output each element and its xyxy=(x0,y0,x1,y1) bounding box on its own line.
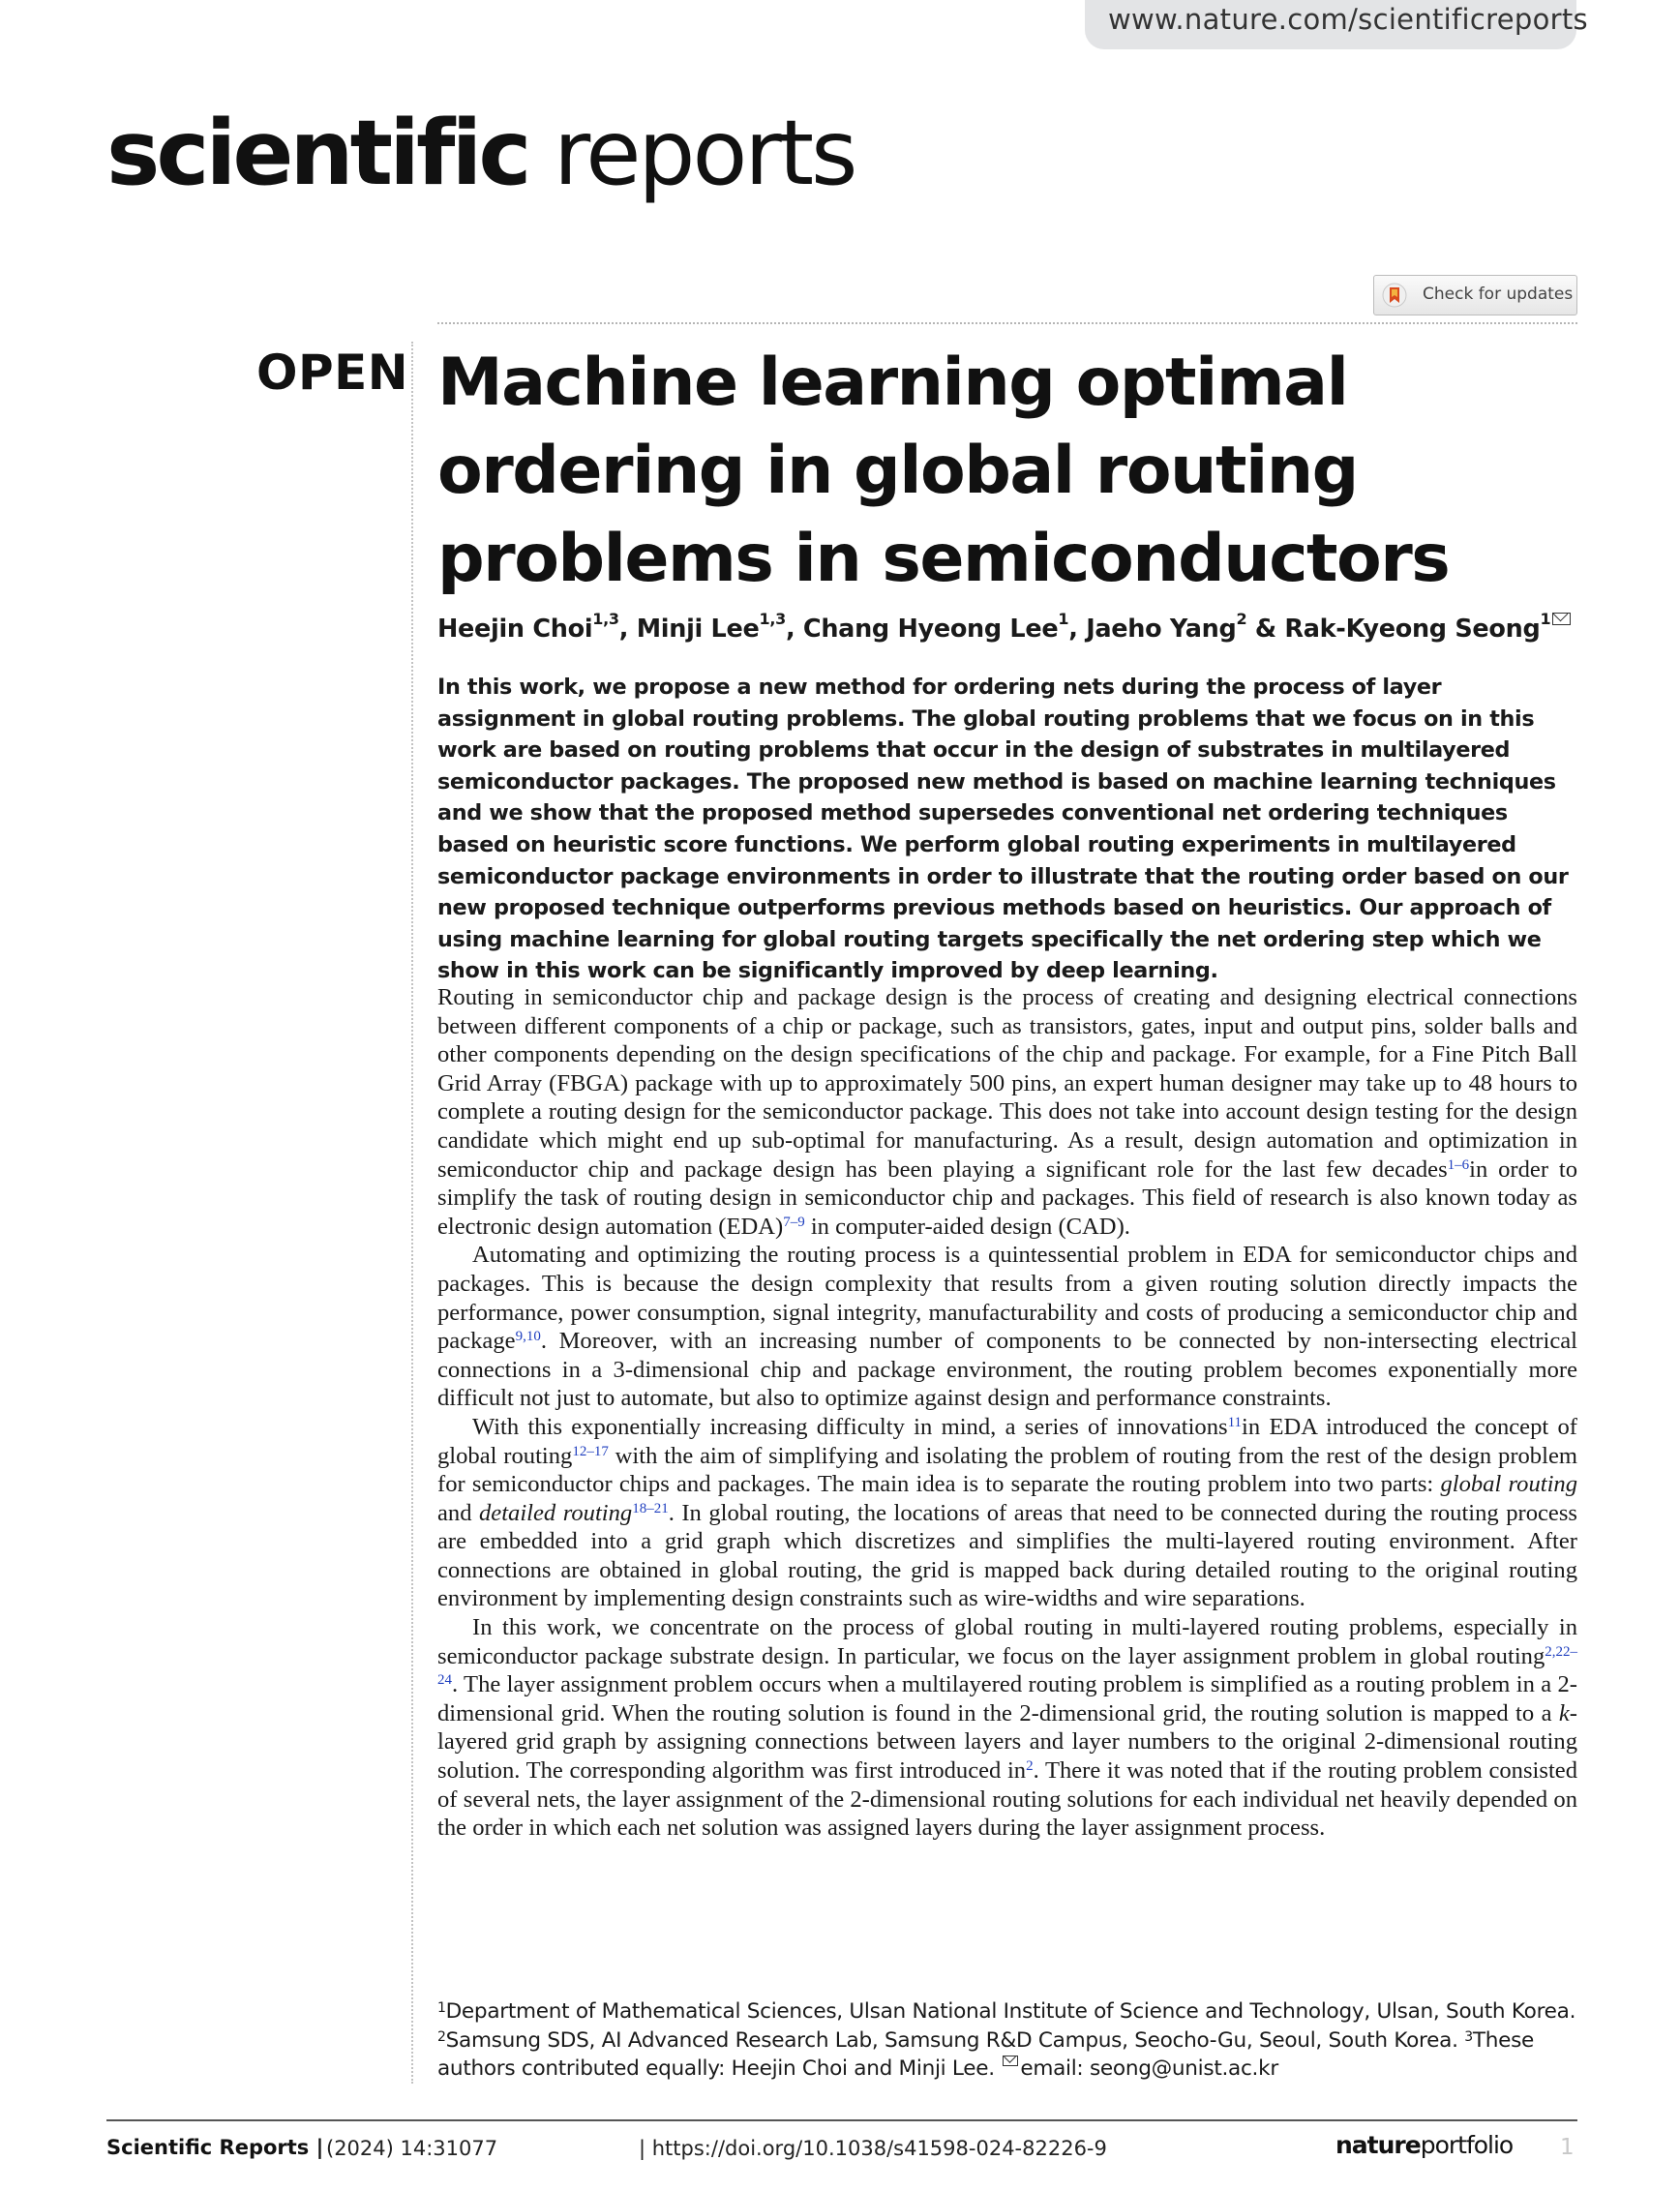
footer-citation: (2024) 14:31077 xyxy=(326,2137,498,2160)
author-name: Rak-Kyeong Seong xyxy=(1284,615,1541,644)
logo-light: reports xyxy=(554,101,855,205)
author-affiliation-marker: 1 xyxy=(1540,610,1551,628)
citation-link[interactable]: 7–9 xyxy=(783,1214,805,1230)
author-affiliation-marker: 1 xyxy=(1058,610,1069,628)
footer-journal: Scientific Reports | xyxy=(106,2136,324,2159)
author-affiliation-marker: 1,3 xyxy=(592,610,619,628)
page-number: 1 xyxy=(1560,2135,1575,2160)
abstract: In this work, we propose a new method for ordering nets during the process of layer assignment in global routing problems. The global routing problems that we focus on in this work are based on routing problems that occur in the design of substrates in multilayered semiconductor packages. The proposed new method is based on machine learning techniques and we show that the proposed method supersedes conventional net ordering techniques based on heuristic score functions. We perform global routing experiments in multilayered semiconductor package environments in order to illustrate that the routing order based on our new proposed technique outperforms previous methods based on heuristics. Our approach of using machine learning for global routing targets specifically the net ordering step which we show in this work can be significantly improved by deep learning. xyxy=(437,675,1569,984)
author-affiliation-marker: 2 xyxy=(1236,610,1247,628)
author-name: Jaeho Yang xyxy=(1086,615,1237,644)
top-divider xyxy=(437,322,1577,324)
check-for-updates-button[interactable] xyxy=(1373,275,1577,315)
citation-link[interactable]: 9,10 xyxy=(515,1329,541,1345)
corresponding-email[interactable]: email: seong@unist.ac.kr xyxy=(1020,2056,1278,2081)
affil-2: Samsung SDS, AI Advanced Research Lab, Samsung R&D Campus, Seocho-Gu, Seoul, South Korea. xyxy=(445,2027,1465,2053)
corresponding-author-icon xyxy=(1552,613,1571,625)
logo-bold: scientific xyxy=(106,101,528,205)
paragraph-3: With this exponentially increasing difficulty in mind, a series of innovations$^{11}$in EDA introduced the concept of global routing$^{12-17}$ with the aim of simplifying and isolating the problem of routing from the rest of the design problem for semiconductor chips and packages. The main idea is to separate the routing problem into two parts: global routing and detailed routing$^{18-21}$. In global routing, the locations of areas that need to be connected during the routing process are embedded into a grid graph which discretizes and simplifies the multi-layered routing environment. After connections are obtained in global routing, the grid is mapped back during detailed routing to the original routing environment by implementing design constraints such as wire-widths and wire separations. xyxy=(437,1413,1578,1612)
affil-1-marker: 1 xyxy=(437,2000,446,2016)
citation-link[interactable]: 12–17 xyxy=(572,1443,609,1459)
affil-3-marker: 3 xyxy=(1464,2028,1473,2045)
paragraph-1: Routing in semiconductor chip and package design is the process of creating and designing electrical connections between different components of a chip or package, such as transistors, gates, input and output pins, solder balls and other components depending on the design specifications of the chip and package. For example, for a Fine Pitch Ball Grid Array (FBGA) package with up to approximately 500 pins, an expert human designer may take up to 48 hours to complete a routing design for the semiconductor package. This does not take into account design testing for the design candidate which might end up sub-optimal for manufacturing. As a result, design automation and optimization in semiconductor chip and package design has been playing a significant role for the last few decades$^{1-6}$in order to simplify the task of routing design in semiconductor chip and packages. This field of research is also known today as electronic design automation (EDA)$^{7-9}$ in computer-aided design (CAD). xyxy=(437,984,1577,1240)
article-title: Machine learning optimal ordering in global routing problems in semiconductors xyxy=(437,345,1450,597)
author-name: Minji Lee xyxy=(636,615,760,644)
footer-rule xyxy=(106,2119,1577,2121)
brand-bold: nature xyxy=(1335,2131,1421,2159)
citation-link[interactable]: 2,22–24 xyxy=(437,1643,1577,1689)
email-icon xyxy=(1003,2056,1018,2066)
author-list: Heejin Choi$^{1,3}$, Minji Lee$^{1,3}$, Chang Hyeong Lee$^1$, Jaeho Yang$^2$ & Rak-Kyeong Seong$^1$ xyxy=(437,615,1571,644)
affil-1: Department of Mathematical Sciences, Ulsan National Institute of Science and Technology, Ulsan, South Korea. xyxy=(445,1999,1576,2024)
citation-link[interactable]: 2 xyxy=(1026,1758,1034,1775)
paragraph-2: Automating and optimizing the routing process is a quintessential problem in EDA for semiconductor chips and packages. This is because the design complexity that results from a given routing solution directly impacts the performance, power consumption, signal integrity, manufacturability and costs of producing a semiconductor chip and package$^{9,10}$. Moreover, with an increasing number of components to be connected by non-intersecting electrical connections in a 3-dimensional chip and package environment, the routing problem becomes exponentially more difficult not just to automate, but also to optimize against design and performance constraints. xyxy=(437,1242,1577,1412)
citation-link[interactable]: 1–6 xyxy=(1447,1156,1470,1173)
italic-term: detailed routing xyxy=(479,1499,633,1526)
affil-3: These authors contributed equally: Heejin Choi and Minji Lee. xyxy=(437,2027,1535,2081)
affiliations xyxy=(437,1997,1577,2084)
footer-doi-link[interactable]: | https://doi.org/10.1038/s41598-024-82226-9 xyxy=(639,2137,1107,2160)
italic-term: global routing xyxy=(1440,1471,1578,1498)
main-text xyxy=(437,983,1577,1843)
citation-link[interactable]: 18–21 xyxy=(632,1500,669,1516)
brand-light: portfolio xyxy=(1420,2131,1514,2159)
journal-logo xyxy=(106,101,855,205)
bookmark-icon xyxy=(1382,283,1407,308)
nature-portfolio-logo xyxy=(1335,2131,1513,2159)
left-divider xyxy=(411,342,413,2084)
check-for-updates-label: Check for updates xyxy=(1423,285,1574,304)
paragraph-4: In this work, we concentrate on the process of global routing in multi-layered routing problems, especially in semiconductor package substrate design. In particular, we focus on the layer assignment problem in global routing$^{2,22-24}$. The layer assignment problem occurs when a multilayered routing problem is simplified as a routing problem in a 2-dimensional grid. When the routing solution is found in the 2-dimensional grid, the routing solution is mapped to a k-layered grid graph by assigning connections between layers and layer numbers to the original 2-dimensional routing solution. The corresponding algorithm was first introduced $in^2$. There it was noted that if the routing problem consisted of several nets, the layer assignment of the 2-dimensional routing solutions for each individual net heavily depended on the order in which each net solution was assigned layers during the layer assignment process. xyxy=(437,1614,1577,1842)
affil-2-marker: 2 xyxy=(437,2028,446,2045)
italic-term: k xyxy=(1558,1699,1570,1726)
author-name: Heejin Choi xyxy=(437,615,593,644)
journal-url[interactable]: www.nature.com/scientificreports xyxy=(1108,3,1588,36)
journal-url-tab[interactable] xyxy=(1085,0,1588,49)
open-access-label: OPEN xyxy=(256,345,409,401)
author-name: Chang Hyeong Lee xyxy=(802,615,1059,644)
citation-link[interactable]: 11 xyxy=(1227,1414,1243,1430)
author-affiliation-marker: 1,3 xyxy=(759,610,786,628)
